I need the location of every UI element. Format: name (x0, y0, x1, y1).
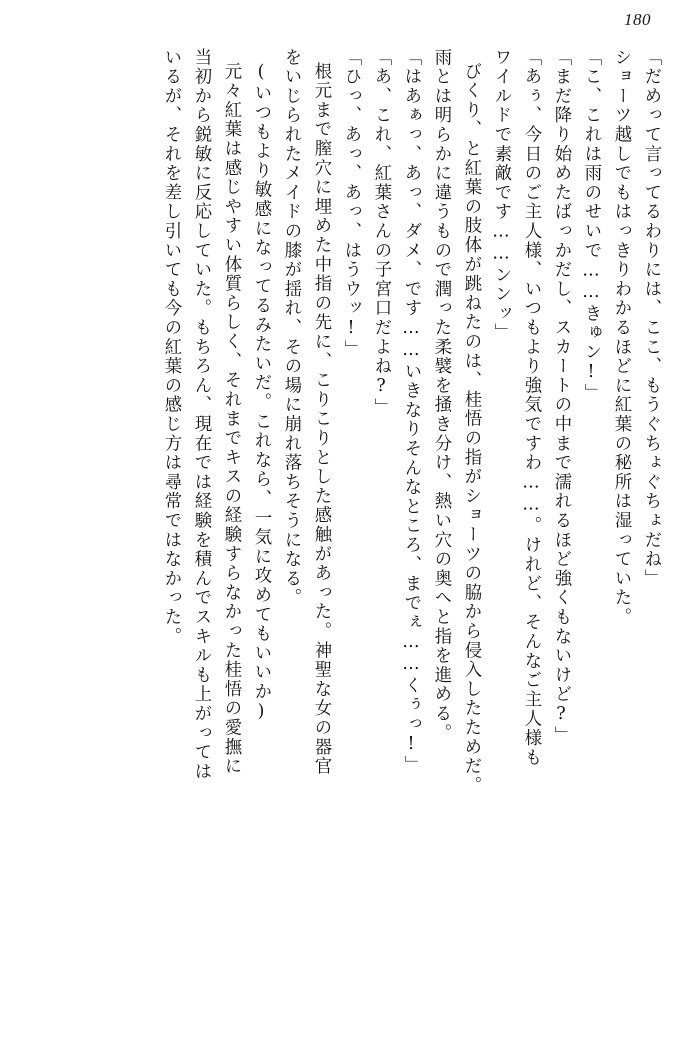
text-line: いるが、それを差し引いても今の紅葉の感じ方は尋常ではなかった。 (161, 48, 181, 647)
page-number: 180 (624, 10, 651, 29)
text-line: をいじられたメイドの膝が揺れ、その場に崩れ落ちそうになる。 (281, 48, 301, 608)
text-line: 「ひっ、あっ、あっ、はうウッ!」 (341, 48, 361, 360)
text-line: ワイルドで素敵です……ンンッ」 (491, 48, 511, 343)
text-line: 「あぅ、今日のご主人様、いつもより強気ですわ……。けれど、そんなご主人様も (521, 48, 541, 768)
text-line: 「まだ降り始めたばっかだし、スカートの中まで濡れるほど強くもないけど?」 (551, 48, 571, 746)
text-line: 「あ、これ、紅葉さんの子宮口だよね?」 (371, 48, 391, 418)
text-line: 根元まで膣穴に埋めた中指の先に、こりこりとした感触があった。神聖な女の器官 (311, 62, 331, 777)
text-line: 当初から鋭敏に反応していた。もちろん、現在では経験を積んでスキルも上がっては (191, 48, 211, 782)
vertical-text-body (26, 48, 659, 1008)
text-line: 「はあぁっ、あっ、ダメ、です……いきなりそんなところ、までぇ……くぅっ!」 (401, 48, 421, 776)
text-line: 「こ、これは雨のせいで……きゅン!」 (581, 48, 601, 404)
text-line: 元々紅葉は感じやすい体質らしく、それまでキスの経験すらなかった桂悟の愛撫に (221, 62, 241, 777)
text-line: 「だめって言ってるわりには、ここ、もうぐちょぐちょだね」 (641, 48, 661, 589)
text-line: (いつもより敏感になってるみたいだ。これなら、一気に攻めてもいいか) (251, 62, 271, 724)
text-line: びくり、と紅葉の肢体が跳ねたのは、桂悟の指がショーツの脇から侵入したためだ。 (461, 62, 481, 796)
text-line: ショーツ越しでもはっきりわかるほどに紅葉の秘所は湿っていた。 (611, 48, 631, 627)
text-line: 雨とは明らかに違うもので潤った柔襞を掻き分け、熱い穴の奥へと指を進める。 (431, 48, 451, 743)
